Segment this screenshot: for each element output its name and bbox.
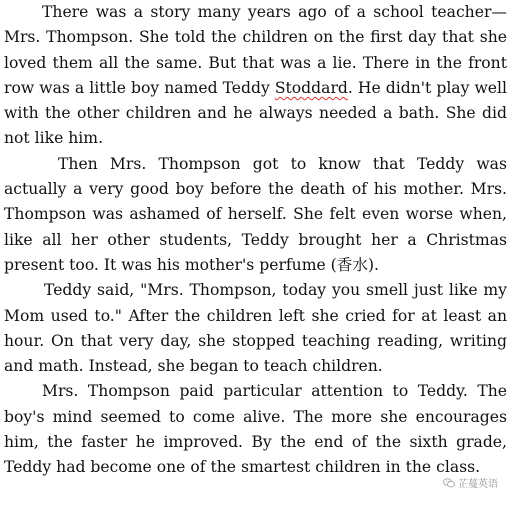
paragraph-1-text-b: . He didn't play well with the other children and he always needed a bath. She did not like him.	[4, 78, 507, 148]
paragraph-1-text-a: There was a story many years ago of a school teacher—Mrs. Thompson. She told the children on the first day that she loved them all the same. But that was a lie. There in the front row was a little boy named Teddy	[4, 3, 507, 97]
wechat-icon	[443, 478, 455, 488]
paragraph-1	[4, 0, 507, 152]
watermark-text: 芷蔓英语	[458, 479, 498, 490]
document-body	[4, 0, 507, 481]
paragraph-3: Teddy said, "Mrs. Thompson, today you smell just like my Mom used to." After the children left she cried for at least an hour. On that very day, she stopped teaching reading, writing and math. Instead, she began to teach children.	[4, 281, 507, 376]
spellcheck-word-stoddard: Stoddard	[274, 78, 348, 97]
paragraph-2: Then Mrs. Thompson got to know that Teddy was actually a very good boy before the death of his mother. Mrs. Thompson was ashamed of herself. She felt even worse when, like all her other students, Teddy brought her a Christmas present too. It was his mother's perfume (香水).	[4, 154, 507, 274]
paragraph-4: Mrs. Thompson paid particular attention to Teddy. The boy's mind seemed to come alive. The more she encourages him, the faster he improved. By the end of the sixth grade, Teddy had become one of the smartest children in the class.	[4, 382, 507, 477]
watermark	[443, 475, 498, 490]
